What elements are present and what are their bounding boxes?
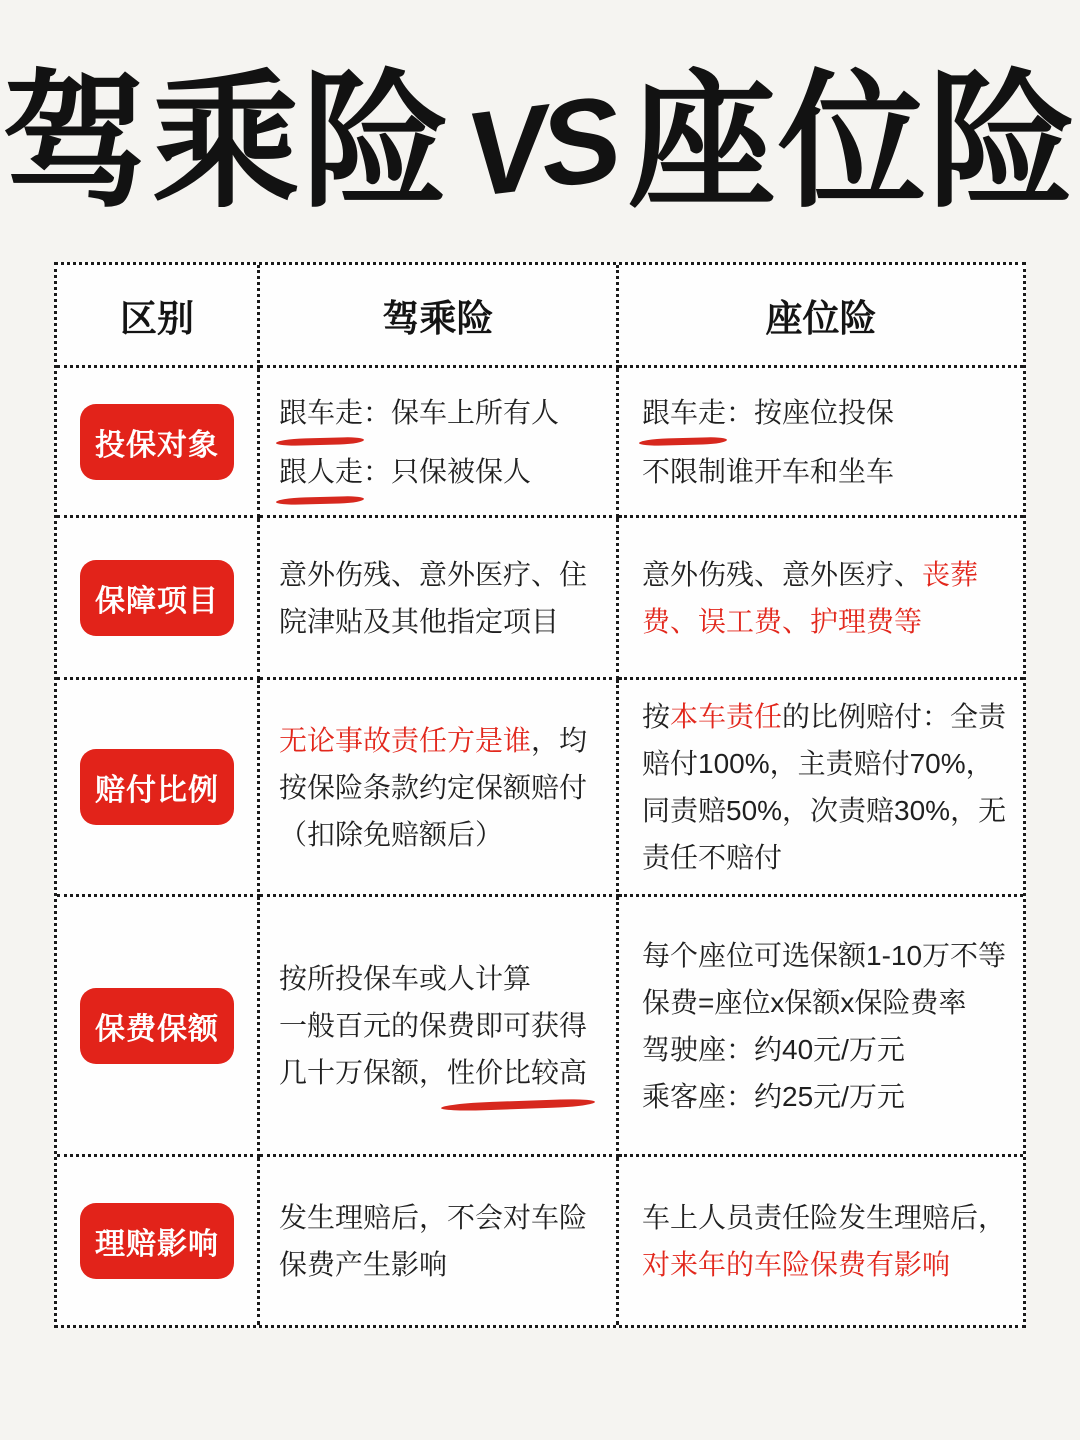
- title-right-term: 座位险: [628, 60, 1079, 225]
- text-line: [642, 389, 1011, 436]
- header-zuoweixian: 座位险: [619, 265, 1023, 368]
- row4-zuowei-cell: [619, 897, 1023, 1157]
- header-jiachengxian: 驾乘险: [260, 265, 619, 368]
- badge-payout-ratio: 赔付比例: [80, 749, 234, 825]
- underlined-term: 跟车走: [642, 389, 726, 436]
- text-segment: 几十万保额，: [279, 1057, 448, 1088]
- text-segment: 的比例赔付：全责赔付100%，主责赔付70%，同责赔50%，次责赔30%，无责任不赔付: [642, 701, 1007, 873]
- text-line: [642, 693, 1011, 881]
- row4-jiacheng-cell: [260, 897, 619, 1157]
- row5-zuowei-cell: [619, 1157, 1023, 1325]
- text-line: [642, 551, 1011, 645]
- underlined-term: 性价比较高: [447, 1049, 587, 1096]
- row3-zuowei-cell: [619, 680, 1023, 897]
- comparison-table: [54, 262, 1026, 1328]
- row5-label-cell: [57, 1157, 260, 1325]
- text-segment: 意外伤残、意外医疗、: [642, 558, 923, 590]
- row2-zuowei-cell: [619, 518, 1023, 680]
- row3-label-cell: [57, 680, 260, 897]
- text-line: 不限制谁开车和坐车: [642, 455, 895, 487]
- row2-jiacheng-cell: [260, 518, 619, 680]
- text-line: 乘客座：约25元/万元: [642, 1080, 905, 1112]
- header-difference: 区别: [57, 265, 260, 368]
- text-line: [279, 448, 602, 495]
- row3-jiacheng-cell: [260, 680, 619, 897]
- badge-claim-impact: 理赔影响: [80, 1203, 234, 1279]
- text-line: [279, 1049, 602, 1096]
- underlined-term: 跟人走: [279, 448, 363, 495]
- text-segment: 按: [642, 701, 671, 732]
- text-segment: ：按座位投保: [726, 396, 895, 428]
- page-title: [0, 58, 1080, 228]
- highlighted-text: 无论事故责任方是谁: [279, 724, 532, 756]
- text-segment: ：保车上所有人: [363, 396, 560, 428]
- text-segment: ：只保被保人: [363, 455, 532, 487]
- highlighted-text: 丧葬费、误工费、护理费等: [642, 558, 979, 637]
- row5-jiacheng-cell: [260, 1157, 619, 1325]
- underlined-term: 跟车走: [279, 389, 363, 436]
- text-line: 保费=座位x保额x保险费率: [642, 986, 967, 1018]
- text-line: 每个座位可选保额1-10万不等: [642, 939, 1007, 971]
- row1-jiacheng-cell: [260, 368, 619, 518]
- highlighted-text: 对来年的车险保费有影响: [642, 1249, 951, 1280]
- text-line: 驾驶座：约40元/万元: [642, 1033, 905, 1065]
- title-left-term: 驾乘险: [1, 60, 452, 225]
- text-line: [279, 717, 602, 858]
- badge-coverage-items: 保障项目: [80, 560, 234, 636]
- text-segment: ，均按保险条款约定保额赔付（扣除免赔额后）: [279, 724, 588, 850]
- badge-insured-target: 投保对象: [80, 404, 234, 480]
- text-line: 发生理赔后，不会对车险保费产生影响: [279, 1202, 588, 1280]
- row2-label-cell: [57, 518, 260, 680]
- row1-zuowei-cell: [619, 368, 1023, 518]
- title-vs-mark: VS: [458, 71, 623, 223]
- text-line: [279, 389, 602, 436]
- text-line: 按所投保车或人计算: [279, 963, 532, 994]
- highlighted-text: 本车责任: [670, 701, 783, 732]
- text-line: 一般百元的保费即可获得: [279, 1010, 588, 1041]
- row1-label-cell: [57, 368, 260, 518]
- text-line: 意外伤残、意外医疗、住院津贴及其他指定项目: [279, 558, 588, 637]
- text-line: 车上人员责任险发生理赔后，: [642, 1202, 1007, 1233]
- row4-label-cell: [57, 897, 260, 1157]
- badge-premium-coverage: 保费保额: [80, 988, 234, 1064]
